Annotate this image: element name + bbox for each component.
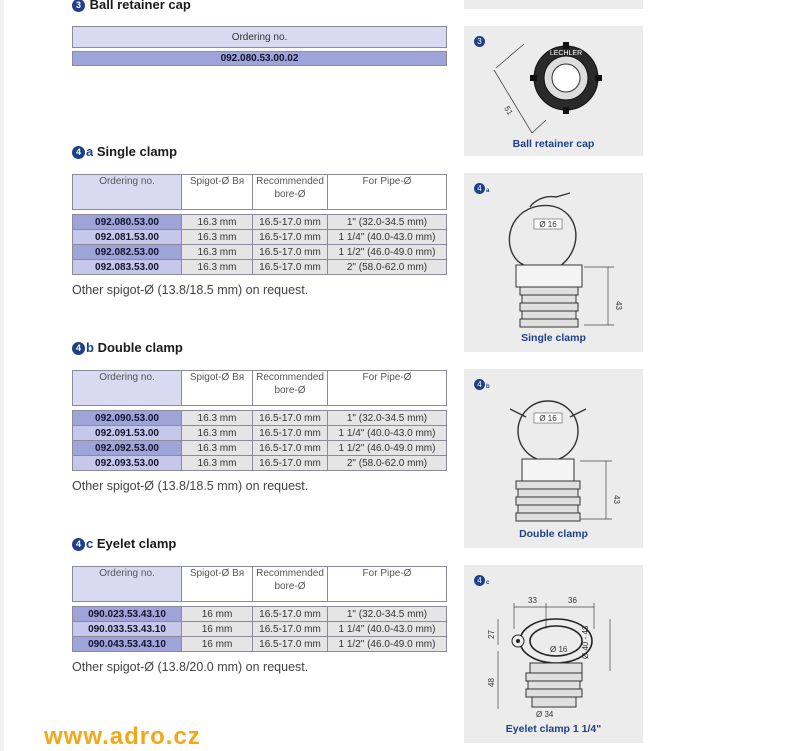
single-panel <box>464 173 643 352</box>
single-panel-badge: 4 a <box>474 183 489 194</box>
single-caption: Single clamp <box>521 332 586 344</box>
svg-text:Ø 34: Ø 34 <box>536 710 554 719</box>
eyelet-header-spigot: Spigot-Ø Bᴙ <box>182 567 253 602</box>
table-row: 092.091.53.00 16.3 mm 16.5-17.0 mm 1 1/4" (40.0-43.0 mm) <box>73 426 447 441</box>
svg-text:33: 33 <box>528 596 537 605</box>
single-badge: 4 <box>72 146 85 159</box>
eyelet-header-bore: Recommended bore-Ø <box>253 567 328 602</box>
svg-text:27: 27 <box>487 630 496 639</box>
eyelet-panel-badge: 4 c <box>474 575 489 586</box>
double-title-text: Double clamp <box>97 340 183 355</box>
svg-text:Ø 40 - 43: Ø 40 - 43 <box>581 625 590 659</box>
table-row: 092.082.53.00 16.3 mm 16.5-17.0 mm 1 1/2" (46.0-49.0 mm) <box>73 245 447 260</box>
eyelet-header-pipe: For Pipe-Ø <box>328 567 447 602</box>
double-clamp-drawing <box>474 383 634 533</box>
single-header-order: Ordering no. <box>73 175 182 210</box>
eyelet-sub-letter: c <box>86 536 94 551</box>
double-note: Other spigot-Ø (13.8/18.5 mm) on request. <box>72 479 309 493</box>
ball-panel-badge: 3 <box>474 36 486 47</box>
table-row: 092.083.53.00 16.3 mm 16.5-17.0 mm 2" (58.0-62.0 mm) <box>73 260 447 275</box>
svg-text:36: 36 <box>568 596 577 605</box>
eyelet-badge: 4 <box>72 538 85 551</box>
svg-text:LECHLER: LECHLER <box>549 50 583 57</box>
single-table <box>72 174 447 275</box>
table-row: 092.092.53.00 16.3 mm 16.5-17.0 mm 1 1/2" (46.0-49.0 mm) <box>73 441 447 456</box>
single-header-pipe: For Pipe-Ø <box>328 175 447 210</box>
double-header-order: Ordering no. <box>73 371 182 406</box>
double-sub-letter: b <box>86 340 94 355</box>
svg-text:43: 43 <box>612 495 621 504</box>
ball-retainer-drawing <box>474 40 634 146</box>
svg-text:Ø 16: Ø 16 <box>539 220 557 229</box>
table-row: 090.033.53.43.10 16 mm 16.5-17.0 mm 1 1/4" (40.0-43.0 mm) <box>73 622 447 637</box>
table-row: 092.093.53.00 16.3 mm 16.5-17.0 mm 2" (58.0-62.0 mm) <box>73 456 447 471</box>
previous-panel-remnant <box>464 0 643 9</box>
double-header-spigot: Spigot-Ø Bᴙ <box>182 371 253 406</box>
eyelet-note: Other spigot-Ø (13.8/20.0 mm) on request. <box>72 660 309 674</box>
svg-text:Ø 16: Ø 16 <box>539 414 557 423</box>
single-title-text: Single clamp <box>96 144 178 159</box>
eyelet-clamp-drawing <box>474 579 639 729</box>
double-panel <box>464 369 643 548</box>
eyelet-title-text: Eyelet clamp <box>96 536 177 551</box>
ball-panel <box>464 26 643 156</box>
double-header-bore: Recommended bore-Ø <box>253 371 328 406</box>
footer-url[interactable]: www.adro.cz <box>44 723 201 750</box>
eyelet-header-order: Ordering no. <box>73 567 182 602</box>
table-row: 090.043.53.43.10 16 mm 16.5-17.0 mm 1 1/2" (46.0-49.0 mm) <box>73 637 447 652</box>
double-caption: Double clamp <box>519 528 588 540</box>
eyelet-panel <box>464 565 643 743</box>
svg-text:43: 43 <box>614 301 623 310</box>
single-sub-letter: a <box>86 144 94 159</box>
double-panel-badge: 4 b <box>474 379 490 390</box>
ball-badge: 3 <box>72 0 85 12</box>
double-table <box>72 370 447 471</box>
table-row: 092.081.53.00 16.3 mm 16.5-17.0 mm 1 1/4" (40.0-43.0 mm) <box>73 230 447 245</box>
ball-table <box>72 26 447 66</box>
single-section-title <box>72 144 177 159</box>
ball-section-title <box>72 0 191 12</box>
ball-caption: Ball retainer cap <box>512 138 595 150</box>
table-row: 092.080.53.00 16.3 mm 16.5-17.0 mm 1" (32.0-34.5 mm) <box>73 215 447 230</box>
eyelet-caption: Eyelet clamp 1 1/4" <box>505 723 602 735</box>
eyelet-table <box>72 566 447 652</box>
svg-text:48: 48 <box>487 678 496 687</box>
svg-text:51: 51 <box>502 104 515 117</box>
single-header-spigot: Spigot-Ø Bᴙ <box>182 175 253 210</box>
eyelet-section-title <box>72 536 176 551</box>
single-header-bore: Recommended bore-Ø <box>253 175 328 210</box>
svg-text:Ø 16: Ø 16 <box>550 645 568 654</box>
ball-order-cell: 092.080.53.00.02 <box>73 52 447 66</box>
page-left-edge <box>0 0 4 751</box>
ball-header-cell: Ordering no. <box>73 27 447 48</box>
table-row: 092.090.53.00 16.3 mm 16.5-17.0 mm 1" (32.0-34.5 mm) <box>73 411 447 426</box>
double-badge: 4 <box>72 342 85 355</box>
table-row: 090.023.53.43.10 16 mm 16.5-17.0 mm 1" (32.0-34.5 mm) <box>73 607 447 622</box>
single-note: Other spigot-Ø (13.8/18.5 mm) on request. <box>72 283 309 297</box>
single-clamp-drawing <box>474 187 634 337</box>
ball-title-text: Ball retainer cap <box>89 0 191 12</box>
double-section-title <box>72 340 183 355</box>
double-header-pipe: For Pipe-Ø <box>328 371 447 406</box>
